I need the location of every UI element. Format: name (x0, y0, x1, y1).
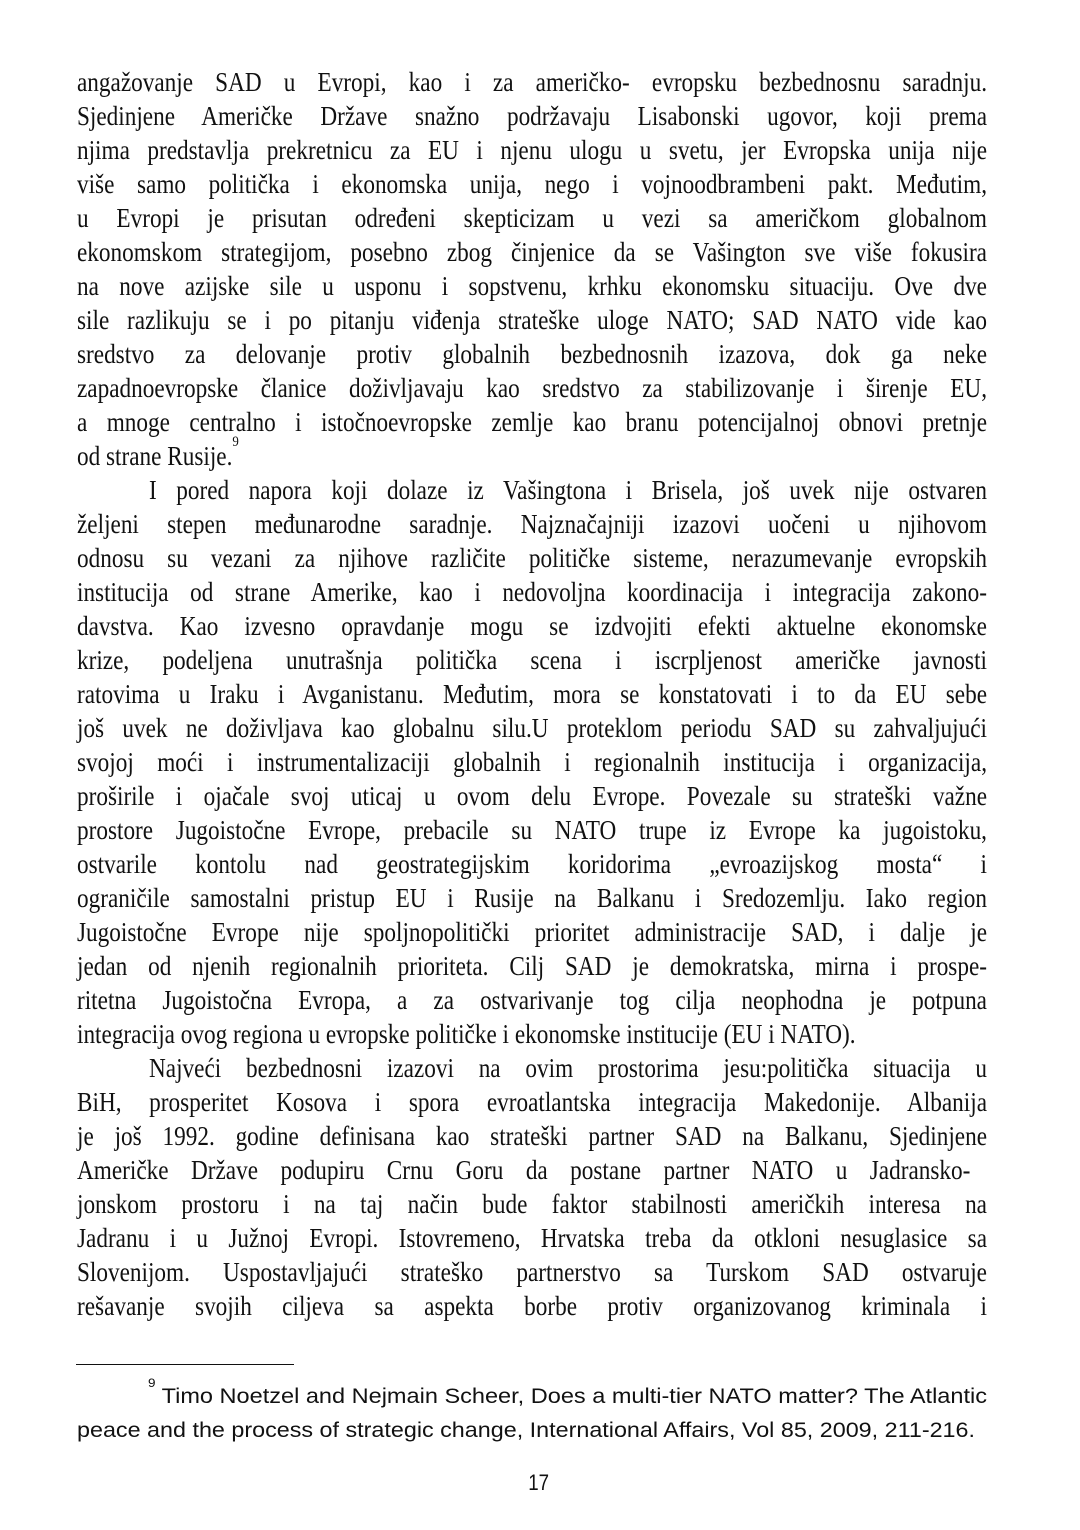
text-line (77, 1289, 987, 1323)
text-line-content (77, 1221, 987, 1255)
text-line (77, 1051, 987, 1085)
text-line-content (77, 677, 987, 711)
text-line-content (77, 405, 987, 439)
text-line (77, 643, 987, 677)
text-line-content (77, 371, 987, 405)
text-line (77, 609, 987, 643)
text-line-content (77, 881, 987, 915)
line-text: proširile i ojačale svoj uticaj u ovom delu Evrope. Povezale su strateški važne (77, 781, 988, 811)
text-line (77, 303, 987, 337)
text-line (77, 434, 987, 473)
footnote-reference: 9 (232, 434, 239, 450)
text-line-content (77, 434, 239, 473)
line-text: Slovenijom. Uspostavljajući strateško partnerstvo sa Turskom SAD ostvaruje (77, 1257, 988, 1287)
line-text: BiH, prosperitet Kosova i spora evroatlantska integracija Makedonije. Albanija (77, 1087, 988, 1117)
text-line (77, 847, 987, 881)
text-line-content (77, 983, 987, 1017)
footnote-line-1 (77, 1376, 987, 1414)
line-text: ostvarile kontolu nad geostrategijskim koridorima „evroazijskog mosta“ i (77, 849, 988, 879)
line-text: krize, podeljena unutrašnja politička scena i iscrpljenost američke javnosti (77, 645, 988, 675)
text-line-content (77, 507, 987, 541)
line-text: jonskom prostoru i na taj način bude faktor stabilnosti američkih interesa na (77, 1189, 988, 1219)
text-line (77, 473, 987, 507)
text-line-content (77, 915, 987, 949)
line-text: na nove azijske sile u usponu i sopstvenu, krhku ekonomsku situaciju. Ove dve (77, 271, 988, 301)
text-line (77, 1221, 987, 1255)
text-line-content (149, 473, 987, 507)
text-line (77, 915, 987, 949)
line-text: jedan od njenih regionalnih prioriteta. Cilj SAD je demokratska, mirna i prospe- (77, 951, 988, 981)
text-line-content (77, 1153, 970, 1187)
page-number: 17 (528, 1470, 550, 1495)
line-text: ratovima u Iraku i Avganistanu. Međutim, mora se konstatovati i to da EU sebe (77, 679, 988, 709)
text-line-content (77, 745, 987, 779)
text-line (77, 983, 987, 1017)
text-line-content (77, 541, 987, 575)
text-line-content (77, 133, 987, 167)
footnote-line-2 (77, 1414, 987, 1448)
text-line (77, 949, 987, 983)
footnote-text-1: Timo Noetzel and Nejmain Scheer, Does a multi-tier NATO matter? The Atlantic (161, 1385, 987, 1408)
text-line-content (77, 235, 987, 269)
text-line (77, 1017, 987, 1051)
line-text: Jadranu i u Južnoj Evropi. Istovremeno, Hrvatska treba da otkloni nesuglasice sa (77, 1223, 988, 1253)
line-text: rešavanje svojih ciljeva sa aspekta borbe protiv organizovanog kriminala i (77, 1291, 988, 1321)
line-text: još uvek ne doživljava kao globalnu silu.U proteklom periodu SAD su zahvaljujući (77, 713, 988, 743)
footnote-separator (76, 1364, 294, 1365)
text-line (77, 1085, 987, 1119)
text-line (77, 99, 987, 133)
text-line (77, 1119, 987, 1153)
line-text: ograničile samostalni pristup EU i Rusije na Balkanu i Sredozemlju. Iako region (77, 883, 988, 913)
line-text: Američke Države podupiru Crnu Goru da postane partner NATO u Jadransko- (77, 1155, 971, 1185)
footnote-text-2: peace and the process of strategic change, International Affairs, Vol 85, 2009, 211-216. (77, 1419, 975, 1442)
text-line (77, 779, 987, 813)
text-line-content (77, 643, 987, 677)
line-text: zapadnoevropske članice doživljavaju kao sredstvo za stabilizovanje i širenje EU, (77, 373, 988, 403)
text-line-content (77, 575, 987, 609)
text-line (77, 1187, 987, 1221)
text-line-content (77, 813, 987, 847)
text-line (77, 1255, 987, 1289)
text-line-content (77, 779, 987, 813)
text-line (77, 235, 987, 269)
text-line (77, 541, 987, 575)
line-text: davstva. Kao izvesno opravdanje mogu se izdvojiti efekti aktuelne ekonomske (77, 611, 988, 641)
line-text: prostore Jugoistočne Evrope, prebacile su NATO trupe iz Evrope ka jugoistoku, (77, 815, 988, 845)
text-line (77, 269, 987, 303)
line-text: u Evropi je prisutan određeni skepticizam u vezi sa američkom globalnom (77, 203, 988, 233)
text-line-content (77, 65, 987, 99)
text-line (77, 881, 987, 915)
line-text: ritetna Jugoistočna Evropa, a za ostvarivanje tog cilja neophodna je potpuna (77, 985, 987, 1015)
line-text: sile razlikuju se i po pitanju viđenja strateške uloge NATO; SAD NATO vide kao (77, 305, 988, 335)
text-line-content (77, 1187, 987, 1221)
text-line (77, 337, 987, 371)
text-line (77, 133, 987, 167)
line-text: angažovanje SAD u Evropi, kao i za američko- evropsku bezbednosnu saradnju. (77, 67, 988, 97)
line-text: više samo politička i ekonomska unija, nego i vojnoodbrambeni pakt. Međutim, (77, 169, 988, 199)
footnote-number: 9 (148, 1376, 156, 1390)
line-text: svojoj moći i instrumentalizaciji globalnih i regionalnih institucija i organizacija, (77, 747, 988, 777)
text-line (77, 65, 987, 99)
text-line-content (77, 1085, 987, 1119)
text-line-content (149, 1051, 987, 1085)
line-text: I pored napora koji dolaze iz Vašingtona i Brisela, još uvek nije ostvaren (149, 475, 988, 505)
line-text: a mnoge centralno i istočnoevropske zemlje kao branu potencijalnoj obnovi pretnje (77, 407, 988, 437)
text-line-content (77, 269, 987, 303)
text-line-content (77, 1017, 856, 1051)
line-text: željeni stepen međunarodne saradnje. Najznačajniji izazovi uočeni u njihovom (77, 509, 988, 539)
text-line-content (77, 609, 987, 643)
text-line-content (77, 303, 987, 337)
text-line-content (77, 711, 987, 745)
text-line (77, 677, 987, 711)
line-text: njima predstavlja prekretnicu za EU i njenu ulogu u svetu, jer Evropska unija nije (77, 135, 988, 165)
text-line-content (77, 201, 987, 235)
text-line-content (77, 1289, 987, 1323)
line-text: je još 1992. godine definisana kao strateški partner SAD na Balkanu, Sjedinjene (77, 1121, 988, 1151)
text-line-content (77, 949, 987, 983)
text-line (77, 813, 987, 847)
text-line (77, 711, 987, 745)
text-line (77, 1153, 987, 1187)
line-text: ekonomskom strategijom, posebno zbog činjenice da se Vašington sve više fokusira (77, 237, 987, 267)
line-text: od strane Rusije. (77, 441, 233, 471)
line-text: integracija ovog regiona u evropske političke i ekonomske institucije (EU i NATO). (77, 1019, 856, 1049)
text-line (77, 371, 987, 405)
text-line-content (77, 1119, 987, 1153)
text-line-content (77, 337, 987, 371)
text-line (77, 507, 987, 541)
line-text: institucija od strane Amerike, kao i nedovoljna koordinacija i integracija zakono- (77, 577, 988, 607)
line-text: Sjedinjene Američke Države snažno podržavaju Lisabonski ugovor, koji prema (77, 101, 988, 131)
text-line (77, 201, 987, 235)
text-line-content (77, 847, 987, 881)
text-line-content (77, 167, 987, 201)
line-text: Jugoistočne Evrope nije spoljnopolitički prioritet administracije SAD, i dalje je (77, 917, 988, 947)
line-text: sredstvo za delovanje protiv globalnih bezbednosnih izazova, dok ga neke (77, 339, 988, 369)
text-line (77, 167, 987, 201)
line-text: odnosu su vezani za njihove različite političke sisteme, nerazumevanje evropskih (77, 543, 988, 573)
text-line (77, 745, 987, 779)
text-line (77, 405, 987, 439)
line-text: Najveći bezbednosni izazovi na ovim prostorima jesu:politička situacija u (149, 1053, 988, 1083)
text-line-content (77, 1255, 987, 1289)
text-line-content (77, 99, 987, 133)
text-line (77, 575, 987, 609)
